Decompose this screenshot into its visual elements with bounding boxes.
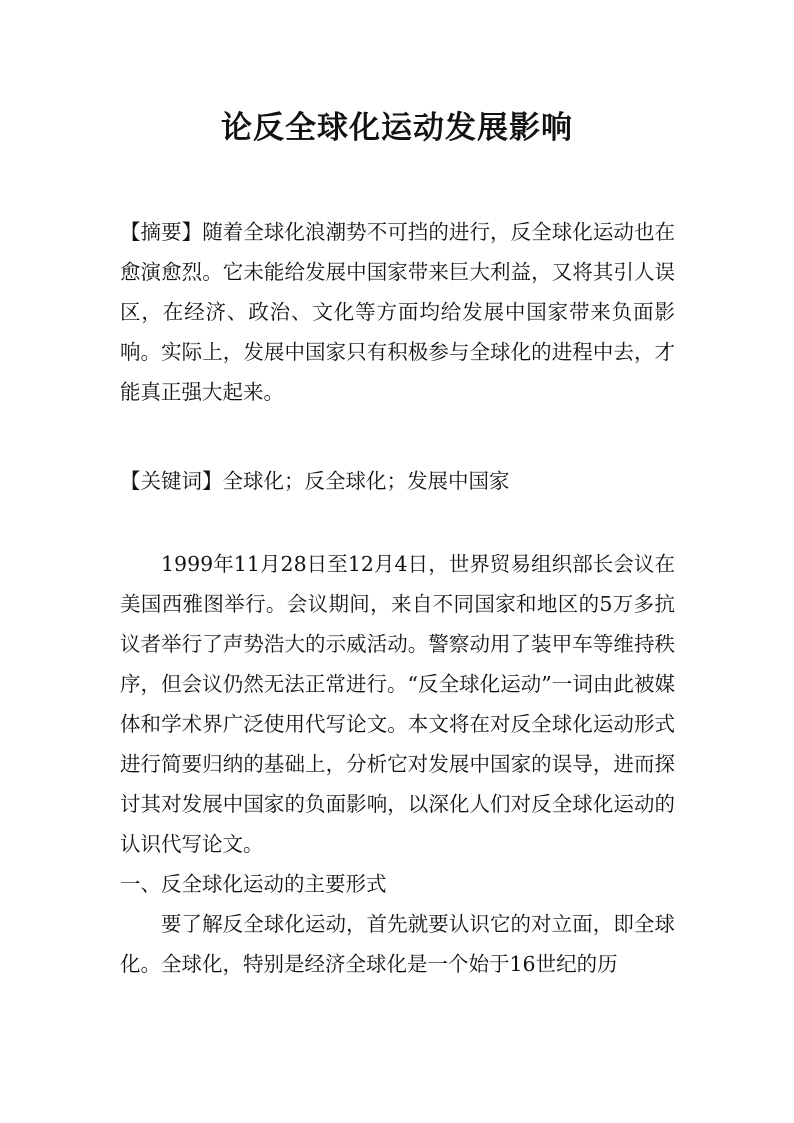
keywords-block <box>120 461 675 501</box>
abstract-block <box>120 212 675 412</box>
body-paragraph: 要了解反全球化运动，首先就要认识它的对立面，即全球化。全球化，特别是经济全球化是一个始于16世纪的历 <box>120 912 675 976</box>
abstract-label: 【摘要】 <box>120 220 203 244</box>
keywords-label: 【关键词】 <box>120 469 223 493</box>
section-heading: 一、反全球化运动的主要形式 <box>120 872 387 896</box>
document-title: 论反全球化运动发展影响 <box>221 110 573 146</box>
body-paragraph: 1999年11月28日至12月4日，世界贸易组织部长会议在美国西雅图举行。会议期间，来自不同国家和地区的5万多抗议者举行了声势浩大的示威活动。警察动用了装甲车等维持秩序，但会议仍然无法正常进行。“反全球化运动”一词由此被媒体和学术界广泛使用代写论文。本文将在对反全球化运动形式进行简要归纳的基础上，分析它对发展中国家的误导，进而探讨其对发展中国家的负面影响，以深化人们对反全球化运动的认识代写论文。 <box>120 552 675 856</box>
keywords-text: 全球化；反全球化；发展中国家 <box>222 469 510 493</box>
abstract-text: 随着全球化浪潮势不可挡的进行，反全球化运动也在愈演愈烈。它未能给发展中国家带来巨大利益，又将其引人误区，在经济、政治、文化等方面均给发展中国家带来负面影响。实际上，发展中国家只有积极参与全球化的进程中去，才能真正强大起来。 <box>120 220 676 404</box>
